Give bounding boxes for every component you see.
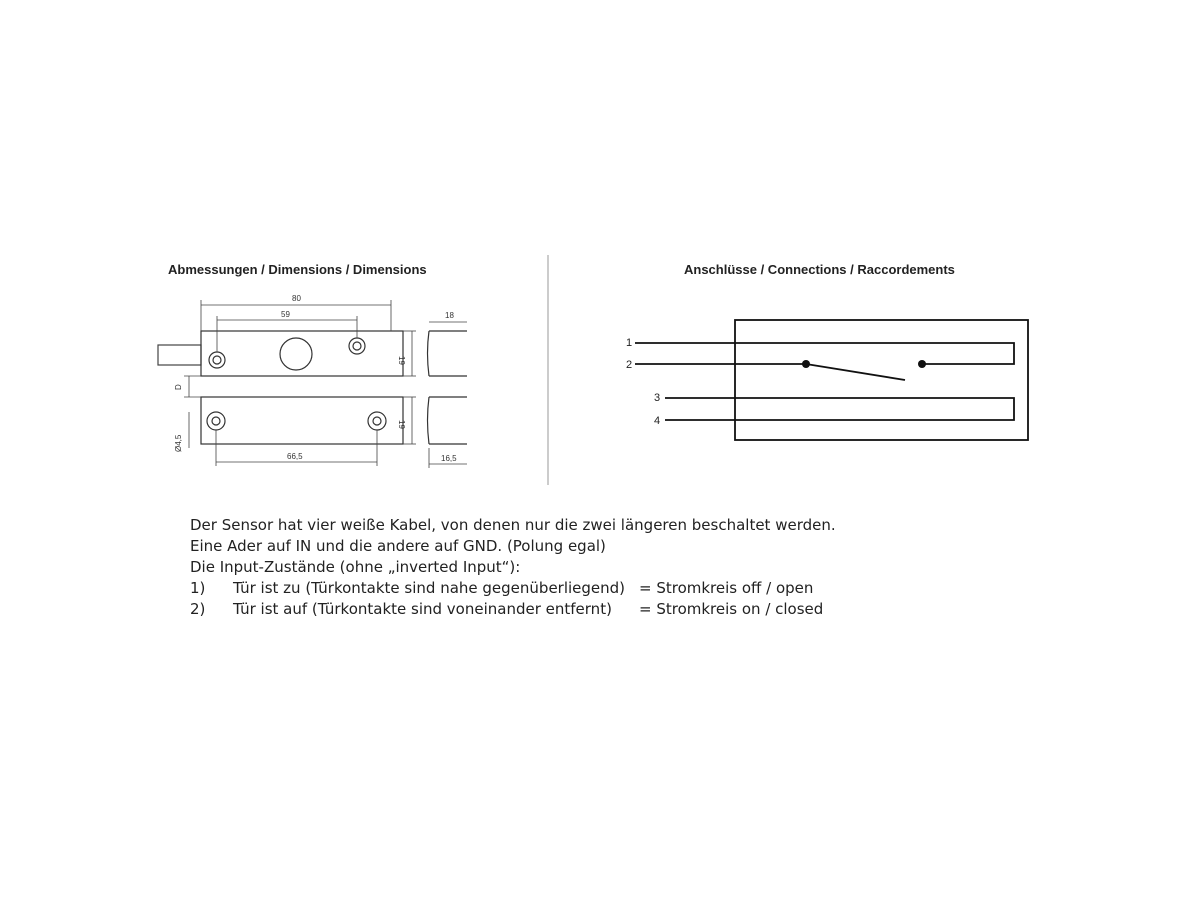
wiring-notes: [190, 515, 890, 620]
dim-label-18: 18: [445, 311, 454, 320]
connection-schematic: [635, 320, 1028, 440]
mounting-hole-inner-icon: [213, 356, 221, 364]
dimension-lines: [184, 300, 467, 468]
state-result: = Stromkreis off / open: [639, 579, 814, 597]
magnet-side-view: [428, 397, 468, 444]
pin-label-3: 3: [654, 392, 661, 404]
mounting-hole-icon: [207, 412, 225, 430]
mounting-hole-inner-icon: [353, 342, 361, 350]
switch-contact-icon: [918, 360, 926, 368]
notes-line-3: Die Input-Zustände (ohne „inverted Input“):: [190, 558, 521, 576]
switch-contact-icon: [802, 360, 810, 368]
reed-switch-blade: [806, 364, 905, 380]
state-description: Tür ist auf (Türkontakte sind voneinander entfernt): [233, 600, 612, 618]
dim-label-59: 59: [281, 310, 290, 319]
mounting-hole-inner-icon: [212, 417, 220, 425]
dim-label-66-5: 66,5: [287, 452, 303, 461]
pin-label-2: 2: [626, 359, 633, 371]
mounting-hole-icon: [349, 338, 365, 354]
dim-label-hole-diameter: Ø4,5: [174, 434, 183, 452]
pin-label-4: 4: [654, 415, 661, 427]
dim-label-19-bottom: 19: [397, 420, 406, 429]
cable-stub: [158, 345, 201, 365]
wire-1: [635, 343, 1014, 364]
mounting-hole-icon: [368, 412, 386, 430]
state-number: 2): [190, 600, 206, 618]
wires-3-4-loop: [665, 398, 1014, 420]
dim-label-19-top: 19: [397, 356, 406, 365]
notes-line-2: Eine Ader auf IN und die andere auf GND. (Polung egal): [190, 537, 606, 555]
sensor-element-icon: [280, 338, 312, 370]
dim-label-d: D: [174, 384, 183, 390]
dimensions-title: Abmessungen / Dimensions / Dimensions: [168, 262, 427, 277]
mounting-hole-icon: [209, 352, 225, 368]
state-result: = Stromkreis on / closed: [639, 600, 824, 618]
sensor-side-view: [428, 331, 468, 376]
state-number: 1): [190, 579, 206, 597]
state-description: Tür ist zu (Türkontakte sind nahe gegenüberliegend): [233, 579, 626, 597]
dim-label-80: 80: [292, 294, 301, 303]
pin-label-1: 1: [626, 337, 633, 349]
dim-label-16-5: 16,5: [441, 454, 457, 463]
state-row-closed-door: [190, 578, 890, 599]
mounting-hole-inner-icon: [373, 417, 381, 425]
sensor-housing: [735, 320, 1028, 440]
notes-line-1: Der Sensor hat vier weiße Kabel, von denen nur die zwei längeren beschaltet werden.: [190, 516, 836, 534]
connections-title: Anschlüsse / Connections / Raccordements: [684, 262, 955, 277]
dimension-drawing: [158, 331, 467, 444]
state-row-open-door: [190, 599, 890, 620]
